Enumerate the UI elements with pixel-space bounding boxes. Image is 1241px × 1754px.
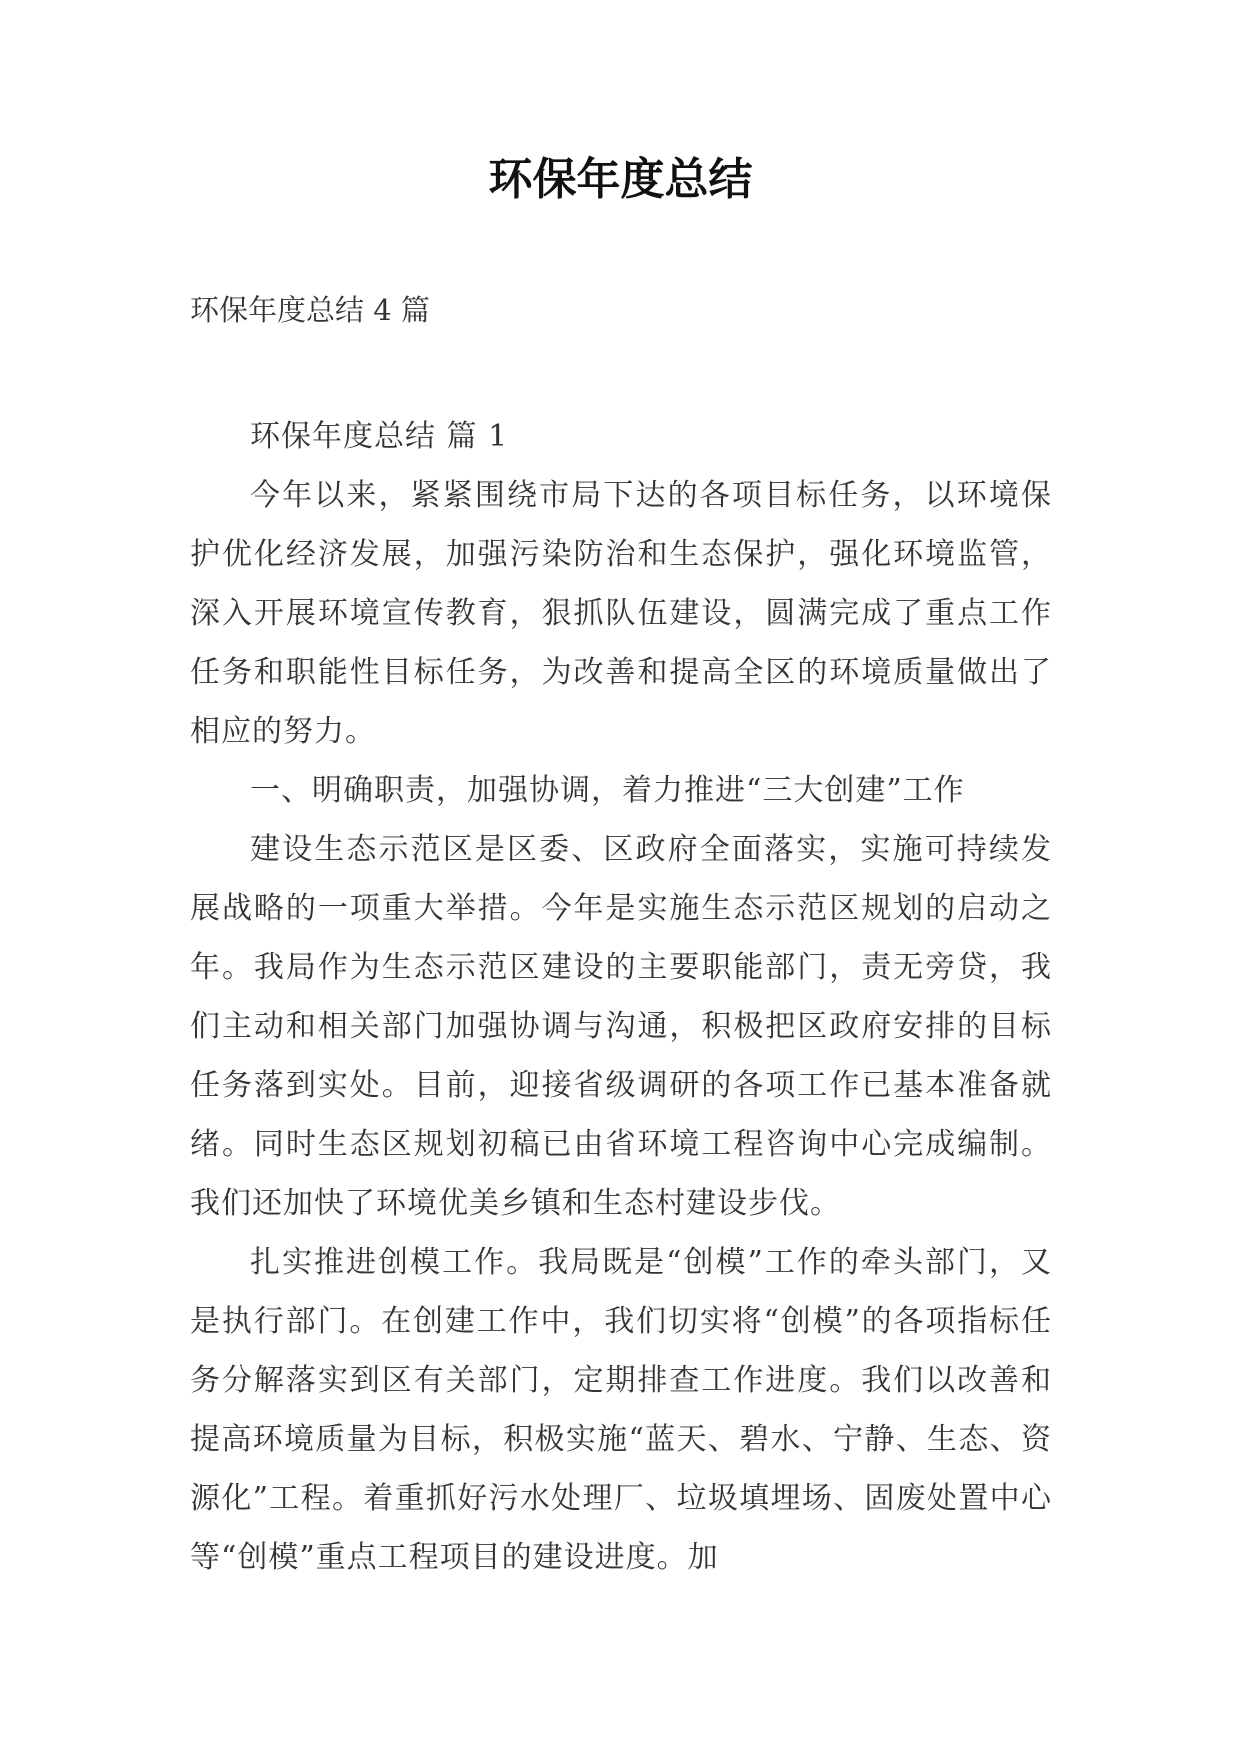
- paragraph-intro: 今年以来，紧紧围绕市局下达的各项目标任务，以环境保护优化经济发展，加强污染防治和生态保护，强化环境监管，深入开展环境宣传教育，狠抓队伍建设，圆满完成了重点工作任务和职能性目标任务，为改善和提高全区的环境质量做出了相应的努力。: [190, 478, 1052, 749]
- paragraph-model-city: 扎实推进创模工作。我局既是“创模”工作的牵头部门，又是执行部门。在创建工作中，我们切实将“创模”的各项指标任务分解落实到区有关部门，定期排查工作进度。我们以改善和提高环境质量为目标，积极实施“蓝天、碧水、宁静、生态、资源化”工程。着重抓好污水处理厂、垃圾填埋场、固废处置中心等“创模”重点工程项目的建设进度。加: [190, 1245, 1052, 1575]
- paragraph-eco-demo: 建设生态示范区是区委、区政府全面落实，实施可持续发展战略的一项重大举措。今年是实施生态示范区规划的启动之年。我局作为生态示范区建设的主要职能部门，责无旁贷，我们主动和相关部门加强协调与沟通，积极把区政府安排的目标任务落到实处。目前，迎接省级调研的各项工作已基本准备就绪。同时生态区规划初稿已由省环境工程咨询中心完成编制。我们还加快了环境优美乡镇和生态村建设步伐。: [190, 832, 1052, 1221]
- document-subtitle: 环保年度总结 4 篇: [190, 293, 430, 327]
- paragraph-heading-one: 一、明确职责，加强协调，着力推进“三大创建”工作: [250, 773, 965, 808]
- document-title: 环保年度总结: [488, 154, 753, 205]
- section-heading: 环保年度总结 篇 1: [250, 419, 509, 454]
- document-body: [190, 407, 1052, 1587]
